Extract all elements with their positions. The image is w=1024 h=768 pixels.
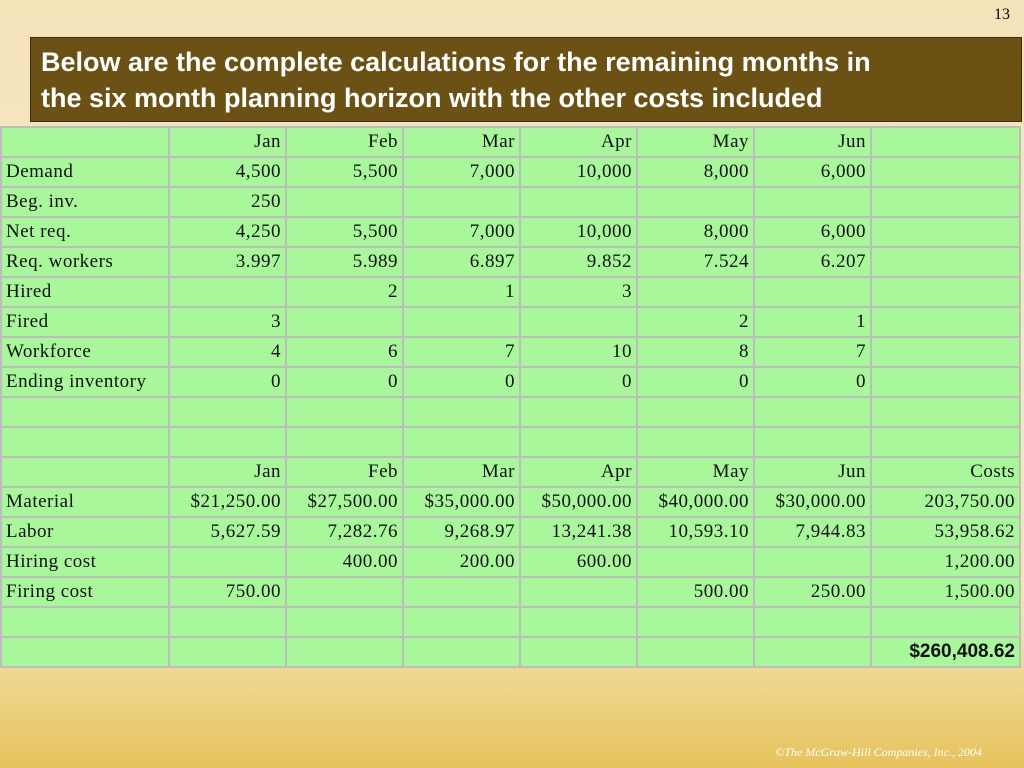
title-line-1: Below are the complete calculations for the remaining months in (41, 47, 871, 77)
table-cell (871, 367, 1020, 397)
table-cell: 8,000 (637, 157, 754, 187)
copyright-footer: ©The McGraw-Hill Companies, Inc., 2004 (775, 745, 982, 759)
table-cell: 400.00 (286, 547, 403, 577)
row-label: Firing cost (1, 577, 169, 607)
row-label: Workforce (1, 337, 169, 367)
table-cell: 1,200.00 (871, 547, 1020, 577)
table-cell: 4,250 (169, 217, 286, 247)
table-cell: $40,000.00 (637, 487, 754, 517)
table-cell: 8,000 (637, 217, 754, 247)
table-row (1, 187, 1020, 217)
table-row (1, 487, 1020, 517)
table-cell: 6.897 (403, 247, 520, 277)
table-cell (637, 397, 754, 427)
title-banner (30, 37, 1022, 122)
table-cell (403, 307, 520, 337)
column-header: Mar (403, 127, 520, 157)
table-row (1, 247, 1020, 277)
column-header: May (637, 457, 754, 487)
table-cell: 4 (169, 337, 286, 367)
column-header: Jan (169, 457, 286, 487)
table-cell (871, 247, 1020, 277)
table-cell: 250.00 (754, 577, 871, 607)
table-cell: 203,750.00 (871, 487, 1020, 517)
table-cell: 9,268.97 (403, 517, 520, 547)
table-cell: 500.00 (637, 577, 754, 607)
table-cell (286, 637, 403, 667)
table-row (1, 337, 1020, 367)
table-cell: 10,000 (520, 217, 637, 247)
table-cell: 0 (169, 367, 286, 397)
table-cell: 5,500 (286, 217, 403, 247)
table-cell (520, 577, 637, 607)
table-row (1, 547, 1020, 577)
row-label (1, 607, 169, 637)
table-cell (286, 427, 403, 457)
page-number: 13 (994, 6, 1010, 23)
table-cell: 1,500.00 (871, 577, 1020, 607)
table-row (1, 217, 1020, 247)
table-cell (520, 397, 637, 427)
calculation-table (0, 126, 1021, 668)
column-header (871, 127, 1020, 157)
row-label: Labor (1, 517, 169, 547)
column-header (1, 457, 169, 487)
table-cell: $27,500.00 (286, 487, 403, 517)
table-cell (520, 427, 637, 457)
table-cell: 0 (637, 367, 754, 397)
table-cell (286, 397, 403, 427)
column-header: Feb (286, 127, 403, 157)
table-cell: 10 (520, 337, 637, 367)
table-cell (637, 607, 754, 637)
table-cell: 5.989 (286, 247, 403, 277)
table-cell: $21,250.00 (169, 487, 286, 517)
table-cell: 7,282.76 (286, 517, 403, 547)
table-cell: 750.00 (169, 577, 286, 607)
table-cell: 2 (637, 307, 754, 337)
table-row (1, 577, 1020, 607)
table-cell (637, 187, 754, 217)
table-cell (169, 547, 286, 577)
table-cell: 200.00 (403, 547, 520, 577)
table-cell (871, 157, 1020, 187)
column-header: Apr (520, 457, 637, 487)
table-cell (520, 607, 637, 637)
table-cell: 10,593.10 (637, 517, 754, 547)
table-cell (754, 637, 871, 667)
table-cell (637, 427, 754, 457)
table-cell: 3.997 (169, 247, 286, 277)
table-cell: 0 (754, 367, 871, 397)
table-cell: 6.207 (754, 247, 871, 277)
table-cell (871, 217, 1020, 247)
table-cell (754, 427, 871, 457)
column-header: Jun (754, 127, 871, 157)
table-cell: 5,627.59 (169, 517, 286, 547)
table-cell: 10,000 (520, 157, 637, 187)
row-label: Hiring cost (1, 547, 169, 577)
table-cell: 7,000 (403, 157, 520, 187)
table-cell (871, 337, 1020, 367)
column-header: Jan (169, 127, 286, 157)
row-label: Fired (1, 307, 169, 337)
table-row (1, 157, 1020, 187)
table-cell (403, 577, 520, 607)
table-cell: 7,944.83 (754, 517, 871, 547)
table-cell (286, 307, 403, 337)
table-cell (520, 637, 637, 667)
table-row (1, 367, 1020, 397)
table-cell (403, 427, 520, 457)
table-cell (637, 637, 754, 667)
table-row (1, 427, 1020, 457)
row-label: Net req. (1, 217, 169, 247)
table-cell: $30,000.00 (754, 487, 871, 517)
table-cell: 3 (169, 307, 286, 337)
table-cell (871, 277, 1020, 307)
table-cell (754, 607, 871, 637)
column-header: Feb (286, 457, 403, 487)
table-row (1, 607, 1020, 637)
table-cell: 7.524 (637, 247, 754, 277)
row-label: Material (1, 487, 169, 517)
table-cell: 600.00 (520, 547, 637, 577)
table-cell: 13,241.38 (520, 517, 637, 547)
table-cell: 2 (286, 277, 403, 307)
table-cell: 0 (403, 367, 520, 397)
row-label (1, 637, 169, 667)
table-cell: 0 (286, 367, 403, 397)
table-cell (169, 397, 286, 427)
table-cell (403, 187, 520, 217)
table-cell (871, 307, 1020, 337)
table-cell (754, 397, 871, 427)
table-cell (520, 187, 637, 217)
column-header: Jun (754, 457, 871, 487)
table-cell: 250 (169, 187, 286, 217)
table-cell (754, 277, 871, 307)
row-label (1, 427, 169, 457)
table-cell: 6 (286, 337, 403, 367)
table-cell: 8 (637, 337, 754, 367)
table-header-row (1, 127, 1020, 157)
table-cell: 1 (403, 277, 520, 307)
table-cell (169, 277, 286, 307)
table-cell: 7 (754, 337, 871, 367)
table-cell: 3 (520, 277, 637, 307)
table-row (1, 397, 1020, 427)
table-cell (403, 397, 520, 427)
table-row (1, 307, 1020, 337)
column-header: May (637, 127, 754, 157)
table-cell (286, 187, 403, 217)
table-cell (754, 547, 871, 577)
table-cell: 53,958.62 (871, 517, 1020, 547)
row-label: Req. workers (1, 247, 169, 277)
row-label: Beg. inv. (1, 187, 169, 217)
row-label (1, 397, 169, 427)
table-cell (637, 277, 754, 307)
table-cell (871, 607, 1020, 637)
table-cell (754, 187, 871, 217)
table-cell (286, 577, 403, 607)
table-cell: 0 (520, 367, 637, 397)
table-cell (403, 607, 520, 637)
table-cell (169, 637, 286, 667)
total-cost: $260,408.62 (871, 637, 1020, 667)
table-cell: 6,000 (754, 157, 871, 187)
column-header (1, 127, 169, 157)
table-cell: 6,000 (754, 217, 871, 247)
table-cell: 5,500 (286, 157, 403, 187)
table-cell: 4,500 (169, 157, 286, 187)
table-cell (871, 397, 1020, 427)
table-cell: $50,000.00 (520, 487, 637, 517)
table-cell (871, 187, 1020, 217)
table-cell (871, 427, 1020, 457)
table-cell: 7,000 (403, 217, 520, 247)
column-header: Costs (871, 457, 1020, 487)
title-line-2: the six month planning horizon with the other costs included (41, 83, 823, 113)
table-cell: $35,000.00 (403, 487, 520, 517)
table-cell: 1 (754, 307, 871, 337)
table-cell (286, 607, 403, 637)
table-cell (169, 427, 286, 457)
table-row (1, 277, 1020, 307)
table-row (1, 637, 1020, 667)
row-label: Ending inventory (1, 367, 169, 397)
table-cell (637, 547, 754, 577)
table-row (1, 517, 1020, 547)
column-header: Mar (403, 457, 520, 487)
row-label: Hired (1, 277, 169, 307)
table-cell: 7 (403, 337, 520, 367)
table-cell (520, 307, 637, 337)
table-cell: 9.852 (520, 247, 637, 277)
table-cell (403, 637, 520, 667)
table-header-row (1, 457, 1020, 487)
table-cell (169, 607, 286, 637)
row-label: Demand (1, 157, 169, 187)
column-header: Apr (520, 127, 637, 157)
